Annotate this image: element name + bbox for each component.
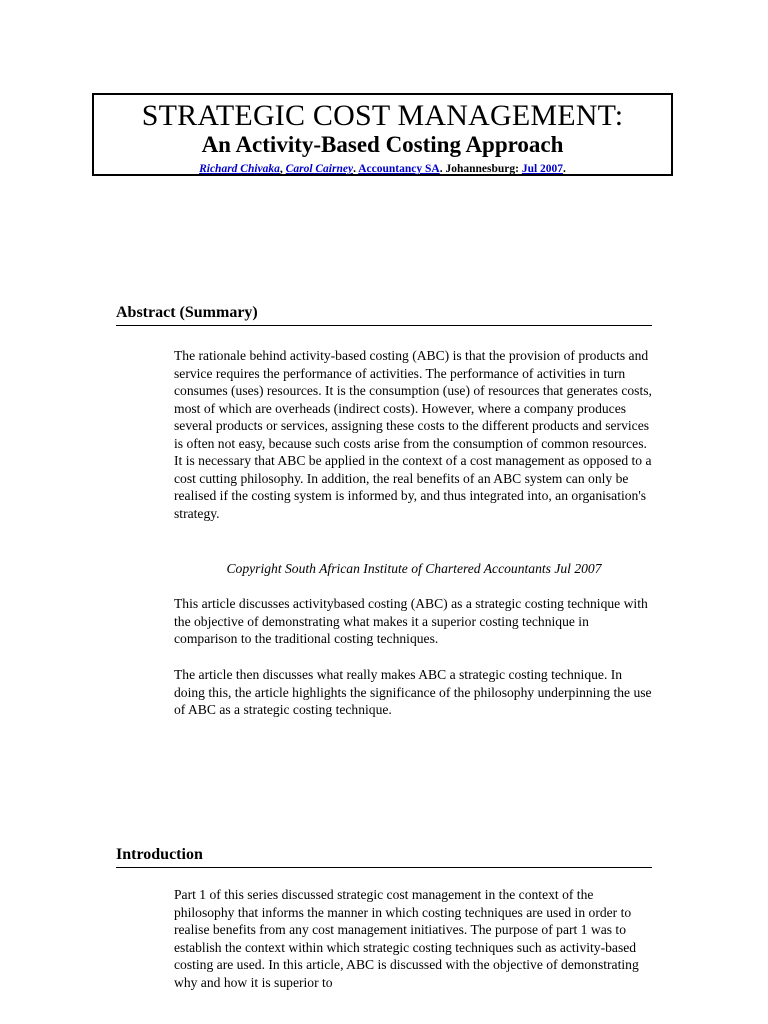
introduction-paragraph-1: Part 1 of this series discussed strategic cost management in the context of the philosophy that informs the manner in which costing techniques are used in order to realise benefits from any cost management initiatives. The purpose of part 1 was to establish the context within which strategic costing techniques such as activity-based costing are used. In this article, ABC is discussed with the objective of demonstrating why and how it is superior to (174, 887, 639, 990)
author-link-cairney[interactable]: Carol Cairney (285, 163, 354, 175)
byline-separator: , (279, 163, 286, 175)
abstract-heading: Abstract (Summary) (116, 304, 652, 326)
author-link-chivaka[interactable]: Richard Chivaka (199, 163, 280, 175)
document-subtitle: An Activity-Based Costing Approach (201, 132, 564, 157)
date-link[interactable]: Jul 2007 (521, 163, 564, 175)
byline (94, 162, 671, 176)
title-box (92, 93, 673, 176)
document-title: STRATEGIC COST MANAGEMENT: (141, 99, 624, 132)
abstract-paragraph-3: The article then discusses what really makes ABC a strategic costing technique. In doing this, the article highlights the significance of the philosophy underpinning the use of ABC as a strategic costing technique. (174, 667, 652, 717)
abstract-paragraph-1: The rationale behind activity-based costing (ABC) is that the provision of products and service requires the performance of activities. The performance of activities in turn consumes (uses) resources. It is the consumption (use) of resources that generates costs, most of which are overheads (indirect costs). However, where a company produces several products or services, assigning these costs to the different products and services is often not easy, because such costs arise from the consumption of common resources. It is necessary that ABC be applied in the context of a cost management as opposed to a cost cutting philosophy. In addition, the real benefits of an ABC system can only be realised if the costing system is informed by, and thus integrated into, an organisation's strategy. (174, 348, 652, 521)
byline-location: . Johannesburg: (439, 163, 522, 175)
abstract-paragraph-2: This article discusses activitybased costing (ABC) as a strategic costing technique with the objective of demonstrating what makes it a superior costing technique in comparison to the traditional costing techniques. (174, 596, 648, 646)
byline-end: . (563, 163, 566, 175)
publication-link[interactable]: Accountancy SA (358, 163, 440, 175)
byline-separator: . (353, 163, 359, 175)
introduction-heading: Introduction (116, 846, 652, 868)
copyright-notice: Copyright South African Institute of Chartered Accountants Jul 2007 (226, 561, 602, 576)
